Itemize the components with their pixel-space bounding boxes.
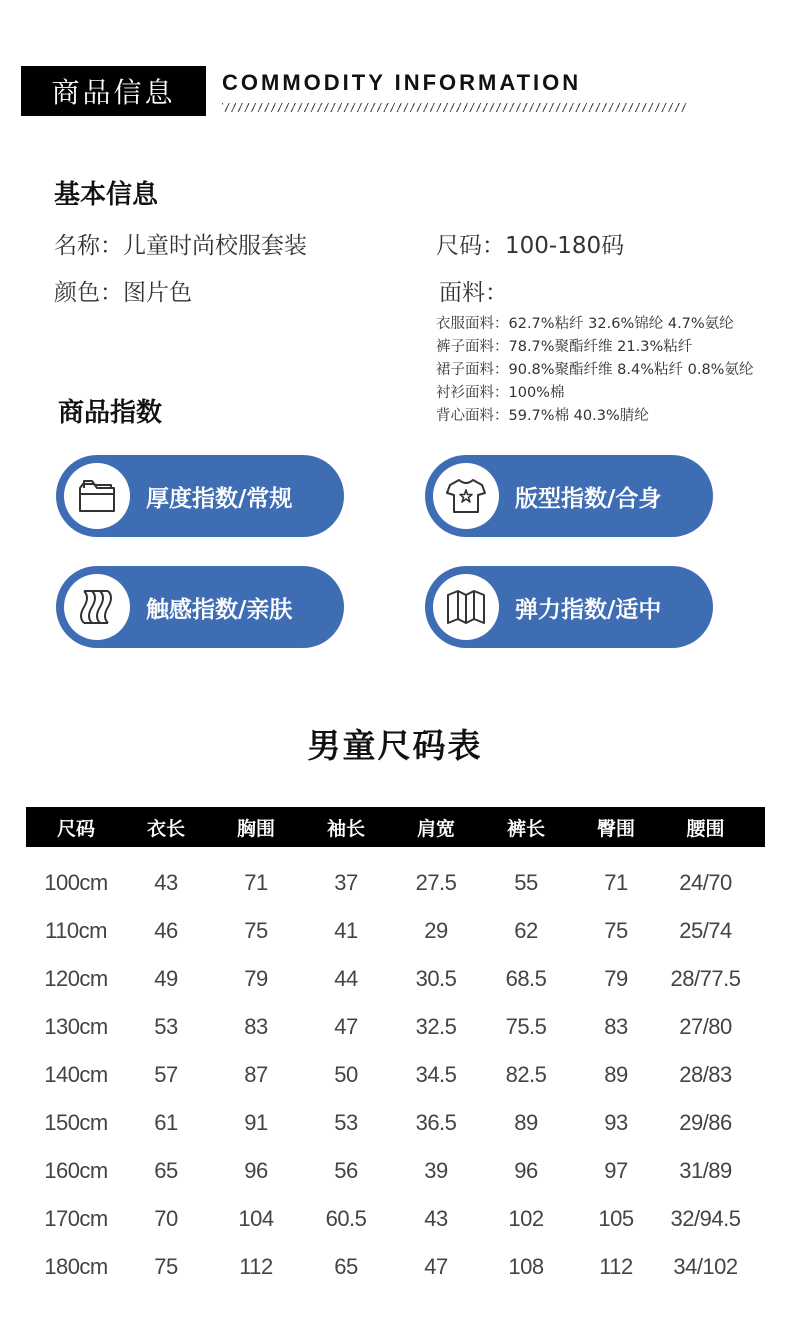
table-cell: 110cm [45,918,107,943]
table-cell: 96 [244,1158,268,1183]
size-table-header [26,807,765,847]
table-row [26,955,765,1003]
column-header: 臀围 [596,817,635,840]
table-cell: 50 [334,1062,358,1087]
table-cell: 130cm [44,1014,108,1039]
table-row [26,1195,765,1243]
pill-icon-circle [433,463,499,529]
column-header: 腰围 [686,817,725,840]
table-cell: 27.5 [415,870,457,895]
table-cell: 53 [334,1110,358,1135]
column-header: 袖长 [326,817,365,840]
table-cell: 65 [334,1254,358,1279]
table-cell: 24/70 [679,870,732,895]
pill-icon-circle [433,574,499,640]
table-cell: 31/89 [679,1158,732,1183]
table-cell: 32.5 [415,1014,457,1039]
table-cell: 43 [424,1206,448,1231]
table-cell: 140cm [44,1062,108,1087]
table-cell: 61 [154,1110,178,1135]
size-table-title: 男童尺码表 [307,726,483,765]
table-cell: 46 [154,918,178,943]
table-row [26,907,765,955]
touch-index-pill [56,566,344,648]
table-cell: 28/83 [679,1062,732,1087]
fabric-item-shirt: 衬衫面料：100%棉 [436,385,565,401]
table-cell: 47 [334,1014,358,1039]
column-header: 尺码 [56,817,95,840]
table-cell: 29/86 [679,1110,732,1135]
table-cell: 112 [239,1254,273,1279]
folded-map-icon [444,587,488,627]
table-cell: 70 [154,1206,178,1231]
table-cell: 100cm [44,870,108,895]
product-color: 颜色：图片色 [54,280,192,306]
table-cell: 97 [604,1158,628,1183]
product-name: 名称：儿童时尚校服套装 [54,233,307,259]
fabric-item-vest: 背心面料：59.7%棉 40.3%腈纶 [436,408,649,424]
elasticity-index-label: 弹力指数/适中 [515,596,662,623]
table-cell: 71 [244,870,268,895]
table-cell: 36.5 [415,1110,457,1135]
table-cell: 37 [334,870,358,895]
table-cell: 120cm [44,966,108,991]
table-cell: 34/102 [673,1254,738,1279]
column-header: 衣长 [146,817,185,840]
table-row [26,1003,765,1051]
section-header-cn [21,66,206,116]
table-cell: 49 [154,966,178,991]
table-cell: 29 [424,918,448,943]
folder-icon [75,476,119,516]
elasticity-index-pill [425,566,713,648]
table-cell: 89 [604,1062,628,1087]
table-cell: 30.5 [415,966,457,991]
table-row [26,1243,765,1291]
column-header: 肩宽 [416,817,455,840]
thickness-index-pill [56,455,344,537]
column-header: 裤长 [506,817,545,840]
table-cell: 75 [604,918,628,943]
table-cell: 43 [154,870,178,895]
table-cell: 82.5 [505,1062,547,1087]
table-cell: 89 [514,1110,538,1135]
size-table-body [26,859,765,1291]
table-row [26,1051,765,1099]
table-cell: 44 [334,966,358,991]
product-index-title: 商品指数 [58,398,163,428]
table-cell: 75.5 [505,1014,547,1039]
table-row [26,1099,765,1147]
fabric-list [436,313,753,428]
basic-info-title: 基本信息 [54,180,159,210]
table-cell: 25/74 [679,918,732,943]
table-cell: 75 [244,918,268,943]
table-cell: 71 [604,870,628,895]
table-cell: 83 [244,1014,268,1039]
table-cell: 32/94.5 [670,1206,741,1231]
table-cell: 34.5 [415,1062,457,1087]
table-cell: 65 [154,1158,178,1183]
table-cell: 105 [598,1206,634,1231]
table-row [26,859,765,907]
table-cell: 180cm [44,1254,108,1279]
table-cell: 60.5 [325,1206,367,1231]
table-cell: 62 [514,918,538,943]
table-row [26,1147,765,1195]
column-header: 胸围 [236,817,275,840]
table-cell: 160cm [44,1158,108,1183]
table-cell: 83 [604,1014,628,1039]
table-cell: 57 [154,1062,178,1087]
thickness-index-label: 厚度指数/常规 [146,485,293,512]
table-cell: 56 [334,1158,358,1183]
touch-index-label: 触感指数/亲肤 [146,596,293,623]
table-cell: 93 [604,1110,628,1135]
table-cell: 112 [599,1254,633,1279]
fabric-label: 面料： [439,280,508,306]
fit-index-label: 版型指数/合身 [515,485,662,512]
tshirt-icon [444,476,488,516]
decorative-slash-lines [222,103,687,112]
table-cell: 91 [244,1110,268,1135]
table-cell: 53 [154,1014,178,1039]
table-cell: 39 [424,1158,448,1183]
table-cell: 41 [334,918,358,943]
table-cell: 55 [514,870,538,895]
table-cell: 75 [154,1254,178,1279]
table-cell: 87 [244,1062,268,1087]
table-cell: 170cm [44,1206,108,1231]
table-cell: 96 [514,1158,538,1183]
table-cell: 28/77.5 [670,966,741,991]
pill-icon-circle [64,574,130,640]
size-table [26,807,765,1291]
fabric-layers-icon [75,585,119,629]
fabric-item-top: 衣服面料：62.7%粘纤 32.6%锦纶 4.7%氨纶 [436,316,734,332]
product-size-range: 尺码：100-180码 [436,233,625,259]
fabric-item-pants: 裤子面料：78.7%聚酯纤维 21.3%粘纤 [436,339,693,355]
table-cell: 104 [238,1206,274,1231]
table-cell: 79 [604,966,628,991]
table-cell: 68.5 [505,966,547,991]
table-cell: 27/80 [679,1014,732,1039]
fit-index-pill [425,455,713,537]
table-cell: 47 [424,1254,448,1279]
table-cell: 102 [508,1206,544,1231]
table-cell: 150cm [44,1110,108,1135]
section-header-en: COMMODITY INFORMATION [222,70,582,95]
fabric-item-skirt: 裙子面料：90.8%聚酯纤维 8.4%粘纤 0.8%氨纶 [436,362,754,378]
header-cn-text: 商品信息 [51,76,176,109]
pill-icon-circle [64,463,130,529]
table-cell: 108 [508,1254,544,1279]
table-cell: 79 [244,966,268,991]
